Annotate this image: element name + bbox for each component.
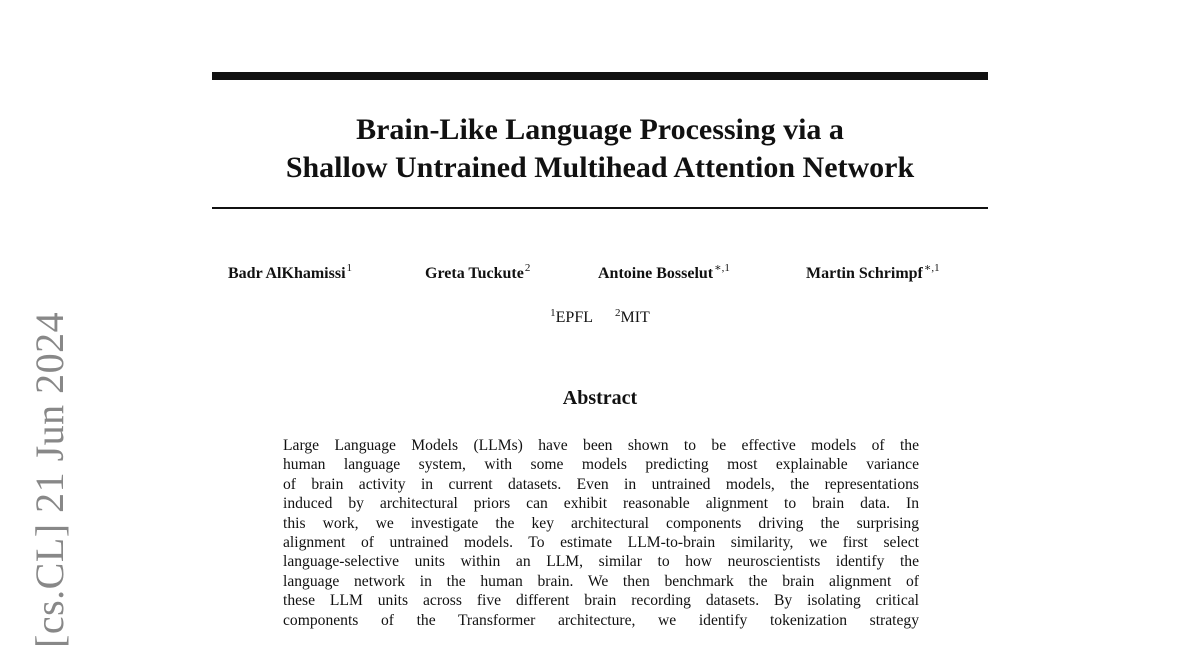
affiliation-mit: MIT — [620, 309, 650, 326]
author-mark: 2 — [524, 262, 531, 274]
author-mark: ∗,1 — [714, 262, 730, 274]
abstract-line: of brain activity in current datasets. Even in untrained models, the representations — [283, 475, 919, 493]
affiliation-epfl: EPFL — [555, 309, 593, 326]
abstract-line: human language system, with some models predicting most explainable variance — [283, 456, 919, 474]
affiliations — [212, 308, 988, 329]
author-1 — [228, 264, 352, 285]
author-mark: ∗,1 — [923, 262, 940, 274]
title-top-rule — [212, 72, 988, 80]
abstract-body — [283, 436, 919, 630]
author-name: Badr AlKhamissi — [228, 265, 346, 282]
title-bottom-rule — [212, 207, 988, 209]
author-3 — [598, 264, 730, 285]
abstract-line: induced by architectural priors can exhibit reasonable alignment to brain data. In — [283, 495, 919, 513]
abstract-line: this work, we investigate the key architectural components driving the surprising — [283, 514, 919, 532]
abstract-line: Large Language Models (LLMs) have been shown to be effective models of the — [283, 437, 919, 454]
abstract-heading: Abstract — [562, 387, 638, 409]
paper-title — [212, 111, 988, 187]
author-name: Martin Schrimpf — [806, 265, 923, 282]
abstract-line: language-selective units within an LLM, similar to how neuroscientists identify the — [283, 553, 919, 571]
author-mark: 1 — [346, 262, 353, 274]
title-line-1: Brain-Like Language Processing via a — [356, 113, 844, 146]
title-line-2: Shallow Untrained Multihead Attention Network — [285, 151, 915, 184]
abstract-line: these LLM units across five different brain recording datasets. By isolating critical — [283, 592, 919, 610]
author-name: Greta Tuckute — [425, 265, 524, 282]
abstract-line: language network in the human brain. We then benchmark the brain alignment of — [283, 572, 919, 590]
affiliation-mark: 1 — [550, 307, 556, 319]
affiliation-mark: 2 — [615, 307, 621, 319]
abstract-line: components of the Transformer architecture, we identify tokenization strategy — [283, 611, 919, 629]
author-4 — [806, 264, 940, 285]
abstract-line: alignment of untrained models. To estimate LLM-to-brain similarity, we first select — [283, 534, 919, 552]
arxiv-side-stamp: [cs.CL] 21 Jun 2024 — [27, 311, 72, 648]
author-name: Antoine Bosselut — [598, 265, 714, 282]
author-2 — [425, 264, 530, 285]
